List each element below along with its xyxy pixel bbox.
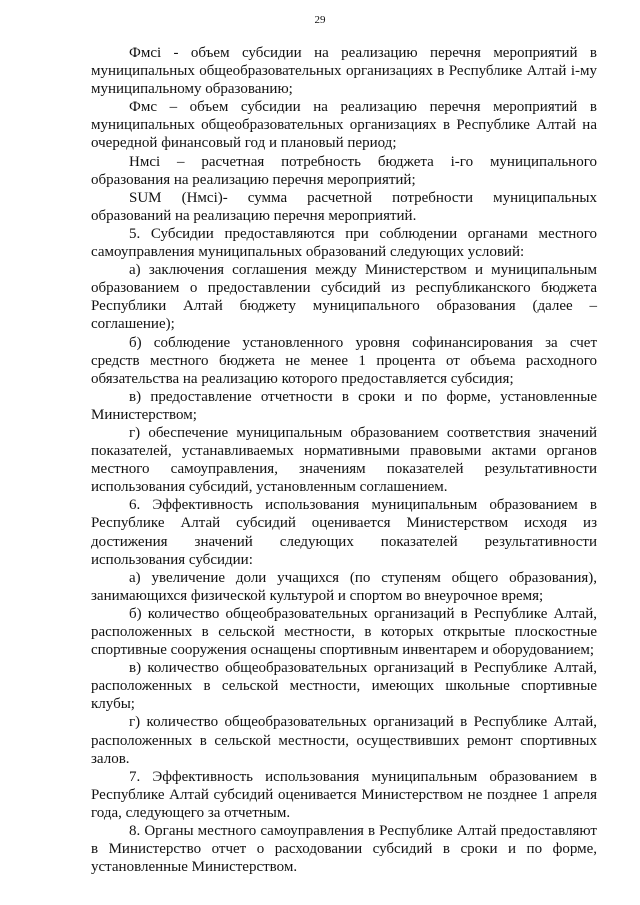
paragraph-section-6: 6. Эффективность использования муниципальным образованием в Республике Алтай субсидий оценивается Министерством исходя из достижения значений следующих показателей результативности использования субсидии: — [91, 497, 597, 568]
paragraph-indicator-v: в) количество общеобразовательных организаций в Республике Алтай, расположенных в сельской местности, имеющих школьные спортивные клубы; — [91, 660, 597, 713]
paragraph-section-5: 5. Субсидии предоставляются при соблюдении органами местного самоуправления муниципальных образований следующих условий: — [91, 225, 597, 261]
paragraph-condition-g: г) обеспечение муниципальным образованием соответствия значений показателей, устанавливаемых нормативными правовыми актами органов местного самоуправления, значениям показателей результативности использования субсидий, установленным соглашением. — [91, 424, 597, 496]
paragraph-condition-b: б) соблюдение установленного уровня софинансирования за счет средств местного бюджета не менее 1 процента от объема расходного обязательства на реализацию которого предоставляется субсидия; — [91, 334, 597, 387]
paragraph-fmsi-definition: Фмсi - объем субсидии на реализацию перечня мероприятий в муниципальных общеобразовательных организациях в Республике Алтай i-му муниципальному образованию; — [91, 45, 597, 98]
paragraph-indicator-a: а) увеличение доли учащихся (по ступеням общего образования), занимающихся физической культурой и спортом во внеурочное время; — [91, 569, 597, 604]
paragraph-sum-definition: SUM (Нмсi)- сумма расчетной потребности муниципальных образований на реализацию перечня мероприятий. — [91, 189, 597, 224]
paragraph-section-8: 8. Органы местного самоуправления в Республике Алтай предоставляют в Министерство отчет о расходовании субсидий в сроки и по форме, установленные Министерством. — [91, 823, 597, 876]
page-number: 29 — [314, 14, 326, 26]
document-body — [91, 44, 597, 876]
paragraph-section-7: 7. Эффективность использования муниципальным образованием в Республике Алтай субсидий оценивается Министерством не позднее 1 апреля года, следующего за отчетным. — [91, 768, 597, 821]
paragraph-condition-v: в) предоставление отчетности в сроки и по форме, установленные Министерством; — [91, 388, 597, 423]
paragraph-indicator-b: б) количество общеобразовательных организаций в Республике Алтай, расположенных в сельской местности, в которых открытые плоскостные спортивные сооружения оснащены спортивным инвентарем и оборудованием; — [91, 605, 597, 659]
paragraph-condition-a: а) заключения соглашения между Министерством и муниципальным образованием о предоставлении субсидий из республиканского бюджета Республики Алтай бюджету муниципального образования (далее – соглашение); — [91, 262, 597, 333]
paragraph-fms-definition: Фмс – объем субсидии на реализацию перечня мероприятий в муниципальных общеобразовательных организациях в Республике Алтай на очередной финансовый год и плановый период; — [91, 99, 597, 152]
paragraph-indicator-g: г) количество общеобразовательных организаций в Республике Алтай, расположенных в сельской местности, осуществивших ремонт спортивных залов. — [91, 714, 597, 767]
paragraph-nmsi-definition: Нмсi – расчетная потребность бюджета i-го муниципального образования на реализацию перечня мероприятий; — [91, 153, 597, 188]
